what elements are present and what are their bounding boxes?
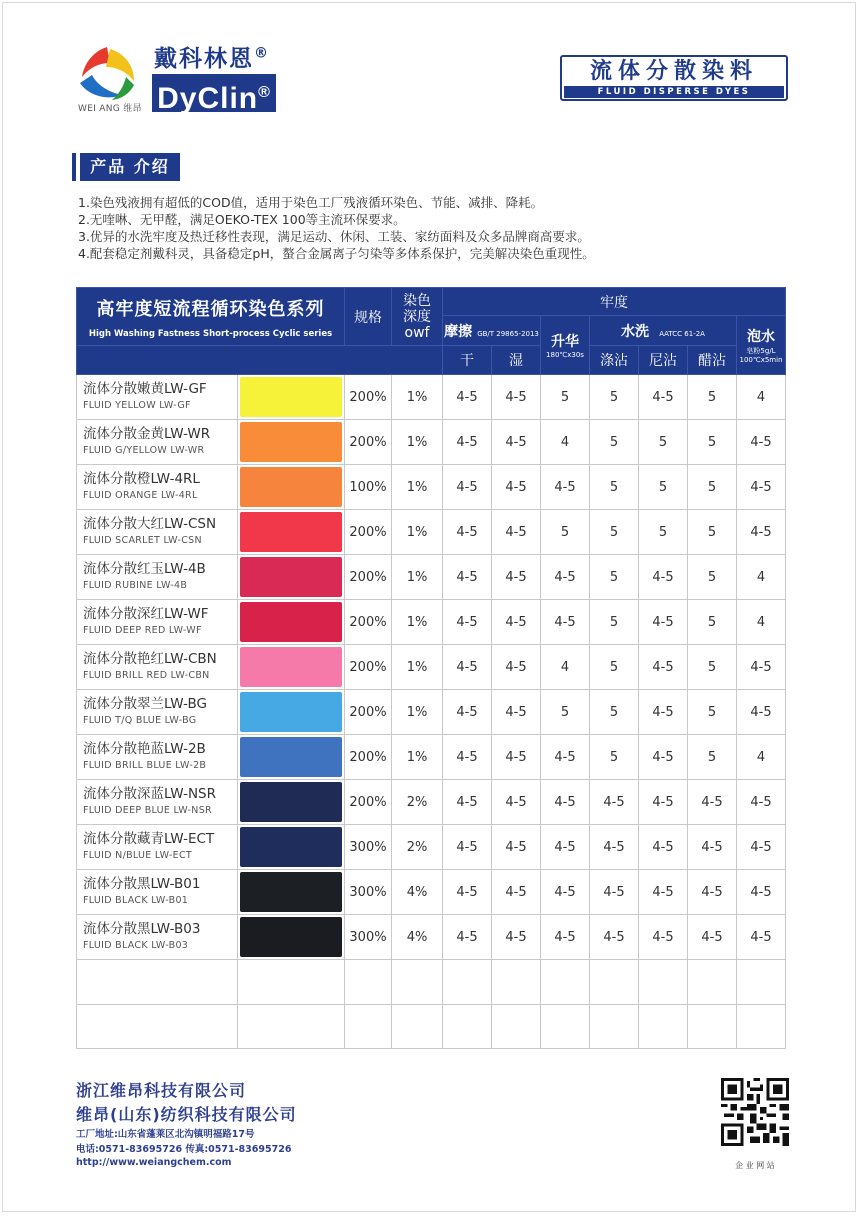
rating-depth: 2%: [392, 825, 443, 870]
rating-dry: 4-5: [443, 420, 492, 465]
rating-nylon: 4-5: [639, 915, 688, 960]
rating-foam: 4: [737, 375, 786, 420]
empty-cell: [688, 960, 737, 1005]
rating-foam: 4-5: [737, 690, 786, 735]
rating-foam: 4-5: [737, 645, 786, 690]
product-name-cell: [77, 510, 238, 555]
rating-wet: 4-5: [492, 600, 541, 645]
rating-dry: 4-5: [443, 870, 492, 915]
product-name-cell: [77, 420, 238, 465]
color-swatch: [240, 602, 342, 642]
table-row: [77, 600, 786, 645]
table-row: [77, 915, 786, 960]
rating-nylon: 4-5: [639, 555, 688, 600]
product-name-en: FLUID BRILL RED LW-CBN: [83, 669, 210, 681]
product-name-en: FLUID DEEP RED LW-WF: [83, 624, 202, 636]
empty-cell: [639, 1004, 688, 1049]
product-name-en: FLUID RUBINE LW-4B: [83, 579, 188, 591]
rating-poly: 4-5: [590, 780, 639, 825]
table-row: [77, 825, 786, 870]
product-name-cell: [77, 825, 238, 870]
color-swatch: [240, 782, 342, 822]
color-swatch: [240, 872, 342, 912]
rating-poly: 5: [590, 645, 639, 690]
foam-header: 泡水 皂粉5g/L 100℃x5min: [737, 316, 786, 375]
empty-cell: [737, 960, 786, 1005]
rating-depth: 1%: [392, 375, 443, 420]
rating-wet: 4-5: [492, 510, 541, 555]
color-swatch-cell: [238, 690, 345, 735]
rating-acetate: 5: [688, 375, 737, 420]
rating-spec: 200%: [345, 690, 392, 735]
product-name-cn: 流体分散艳蓝LW-2B: [83, 740, 206, 757]
empty-cell: [688, 1004, 737, 1049]
rating-nylon: 4-5: [639, 375, 688, 420]
color-swatch: [240, 917, 342, 957]
rating-wet: 4-5: [492, 780, 541, 825]
rating-wet: 4-5: [492, 420, 541, 465]
rating-acetate: 5: [688, 510, 737, 555]
product-name-cn: 流体分散大红LW-CSN: [83, 515, 217, 532]
rating-poly: 5: [590, 375, 639, 420]
rating-acetate: 4-5: [688, 870, 737, 915]
rating-dry: 4-5: [443, 690, 492, 735]
product-name-en: FLUID ORANGE LW-4RL: [83, 489, 198, 501]
rating-depth: 4%: [392, 870, 443, 915]
polyester-stain-header: 涤沾: [590, 346, 639, 375]
rating-poly: 5: [590, 600, 639, 645]
contact-phone-fax: 电话:0571-83695726 传真:0571-83695726: [76, 1144, 292, 1155]
color-swatch-cell: [238, 735, 345, 780]
factory-address: 工厂地址:山东省蓬莱区北沟镇明福路17号: [76, 1129, 255, 1140]
rating-depth: 1%: [392, 600, 443, 645]
color-swatch-cell: [238, 510, 345, 555]
product-name-en: FLUID DEEP BLUE LW-NSR: [83, 804, 212, 816]
empty-cell: [392, 960, 443, 1005]
rating-depth: 1%: [392, 645, 443, 690]
rating-foam: 4: [737, 735, 786, 780]
empty-cell: [541, 960, 590, 1005]
rating-foam: 4-5: [737, 825, 786, 870]
rating-dry: 4-5: [443, 915, 492, 960]
rating-depth: 4%: [392, 915, 443, 960]
series-title-en: High Washing Fastness Short-process Cyclic series: [88, 328, 333, 339]
product-name-cn: 流体分散深红LW-WF: [83, 605, 209, 622]
rating-poly: 4-5: [590, 870, 639, 915]
table-row: [77, 735, 786, 780]
rating-poly: 5: [590, 555, 639, 600]
series-title-cn: 高牢度短流程循环染色系列: [96, 298, 325, 320]
rating-sub: 4-5: [541, 825, 590, 870]
color-swatch: [240, 692, 342, 732]
rating-poly: 4-5: [590, 825, 639, 870]
rating-spec: 200%: [345, 375, 392, 420]
acetate-stain-header: 醋沾: [688, 346, 737, 375]
company-name-2: 维昂(山东)纺织科技有限公司: [76, 1105, 297, 1124]
product-name-en: FLUID BLACK LW-B03: [83, 939, 189, 951]
intro-text: [78, 194, 778, 262]
rating-spec: 200%: [345, 600, 392, 645]
color-swatch: [240, 737, 342, 777]
rating-spec: 300%: [345, 915, 392, 960]
empty-cell: [590, 1004, 639, 1049]
empty-cell: [392, 1004, 443, 1049]
rating-nylon: 4-5: [639, 600, 688, 645]
empty-cell: [238, 960, 345, 1005]
empty-cell: [77, 960, 238, 1005]
rating-spec: 300%: [345, 870, 392, 915]
rating-nylon: 4-5: [639, 645, 688, 690]
empty-cell: [345, 960, 392, 1005]
empty-cell: [443, 1004, 492, 1049]
intro-line: 2.无喹啉、无甲醛，满足OEKO-TEX 100等主流环保要求。: [78, 212, 406, 227]
color-swatch: [240, 467, 342, 507]
rating-poly: 5: [590, 690, 639, 735]
color-swatch: [240, 422, 342, 462]
rating-dry: 4-5: [443, 600, 492, 645]
rating-poly: 5: [590, 735, 639, 780]
rating-sub: 4-5: [541, 870, 590, 915]
depth-header: 染色 深度 owf: [392, 288, 443, 346]
rating-nylon: 5: [639, 510, 688, 555]
rating-wet: 4-5: [492, 915, 541, 960]
rating-sub: 4-5: [541, 600, 590, 645]
rating-nylon: 5: [639, 465, 688, 510]
rating-wet: 4-5: [492, 555, 541, 600]
rating-dry: 4-5: [443, 780, 492, 825]
rating-depth: 1%: [392, 555, 443, 600]
rating-poly: 4-5: [590, 915, 639, 960]
nylon-stain-header: 尼沾: [639, 346, 688, 375]
product-name-cell: [77, 735, 238, 780]
rating-poly: 5: [590, 420, 639, 465]
rating-nylon: 4-5: [639, 825, 688, 870]
color-swatch-cell: [238, 645, 345, 690]
rating-sub: 5: [541, 375, 590, 420]
series-header: [77, 288, 345, 346]
rating-acetate: 5: [688, 600, 737, 645]
empty-cell: [492, 1004, 541, 1049]
rating-sub: 4-5: [541, 780, 590, 825]
table-row: [77, 555, 786, 600]
rating-wet: 4-5: [492, 645, 541, 690]
rating-nylon: 4-5: [639, 870, 688, 915]
color-swatch-cell: [238, 915, 345, 960]
color-swatch-cell: [238, 465, 345, 510]
brand-english-name: DyClin®: [152, 74, 276, 112]
empty-cell: [443, 960, 492, 1005]
rating-depth: 1%: [392, 465, 443, 510]
rating-sub: 4: [541, 420, 590, 465]
rating-foam: 4: [737, 555, 786, 600]
rating-acetate: 5: [688, 735, 737, 780]
rating-acetate: 5: [688, 420, 737, 465]
rating-spec: 200%: [345, 510, 392, 555]
product-name-en: FLUID BRILL BLUE LW-2B: [83, 759, 207, 771]
sublimation-header: 升华 180℃x30s: [541, 316, 590, 375]
rating-acetate: 4-5: [688, 825, 737, 870]
rating-spec: 100%: [345, 465, 392, 510]
company-name-1: 浙江维昂科技有限公司: [76, 1081, 247, 1100]
table-row: [77, 510, 786, 555]
product-name-en: FLUID G/YELLOW LW-WR: [83, 444, 205, 456]
color-swatch-cell: [238, 780, 345, 825]
website-url[interactable]: http://www.weiangchem.com: [76, 1157, 232, 1168]
rating-acetate: 4-5: [688, 915, 737, 960]
empty-cell: [639, 960, 688, 1005]
product-name-cn: 流体分散艳红LW-CBN: [83, 650, 217, 667]
rating-nylon: 4-5: [639, 735, 688, 780]
color-swatch: [240, 647, 342, 687]
rating-acetate: 5: [688, 645, 737, 690]
rating-depth: 1%: [392, 510, 443, 555]
rating-sub: 4-5: [541, 735, 590, 780]
intro-line: 3.优异的水洗牢度及热迁移性表现，满足运动、休闲、工装、家纺面料及众多品牌商高要求。: [78, 229, 590, 244]
empty-cell: [77, 1004, 238, 1049]
rating-poly: 5: [590, 510, 639, 555]
color-swatch: [240, 512, 342, 552]
product-name-cell: [77, 600, 238, 645]
empty-table-row: [77, 960, 786, 1005]
rating-poly: 5: [590, 465, 639, 510]
product-name-cell: [77, 555, 238, 600]
rating-depth: 1%: [392, 735, 443, 780]
product-name-cn: 流体分散翠兰LW-BG: [83, 695, 207, 712]
rating-spec: 300%: [345, 825, 392, 870]
rating-acetate: 5: [688, 465, 737, 510]
product-name-cell: [77, 915, 238, 960]
color-swatch: [240, 827, 342, 867]
rating-wet: 4-5: [492, 690, 541, 735]
rating-foam: 4-5: [737, 915, 786, 960]
rating-depth: 1%: [392, 420, 443, 465]
rating-sub: 5: [541, 690, 590, 735]
rating-sub: 4-5: [541, 555, 590, 600]
rating-dry: 4-5: [443, 375, 492, 420]
product-name-en: FLUID N/BLUE LW-ECT: [83, 849, 192, 861]
wet-header: 湿: [492, 346, 541, 375]
rating-depth: 2%: [392, 780, 443, 825]
product-name-en: FLUID T/Q BLUE LW-BG: [83, 714, 197, 726]
rating-dry: 4-5: [443, 645, 492, 690]
product-name-cell: [77, 465, 238, 510]
product-name-cn: 流体分散红玉LW-4B: [83, 560, 206, 577]
table-row: [77, 645, 786, 690]
intro-line: 1.染色残液拥有超低的COD值，适用于染色工厂残液循环染色、节能、减排、降耗。: [78, 195, 544, 210]
product-name-en: FLUID SCARLET LW-CSN: [83, 534, 202, 546]
product-name-en: FLUID BLACK LW-B01: [83, 894, 189, 906]
rating-sub: 4: [541, 645, 590, 690]
rating-sub: 4-5: [541, 465, 590, 510]
rating-spec: 200%: [345, 555, 392, 600]
weiang-logo-icon: [72, 43, 142, 101]
header-spacer: [77, 346, 443, 375]
qr-code-icon[interactable]: [721, 1078, 789, 1146]
product-name-cell: [77, 375, 238, 420]
rating-spec: 200%: [345, 780, 392, 825]
empty-cell: [345, 1004, 392, 1049]
rub-header: 摩擦 GB/T 29865-2013: [443, 316, 541, 346]
table-row: [77, 420, 786, 465]
qr-code-label: 企 业 网 站: [735, 1161, 775, 1170]
product-name-cn: 流体分散藏青LW-ECT: [83, 830, 215, 847]
rating-wet: 4-5: [492, 870, 541, 915]
rating-foam: 4-5: [737, 780, 786, 825]
rating-nylon: 4-5: [639, 780, 688, 825]
table-row: [77, 465, 786, 510]
empty-cell: [590, 960, 639, 1005]
product-title-en: FLUID DISPERSE DYES: [564, 86, 784, 98]
rating-foam: 4-5: [737, 420, 786, 465]
empty-cell: [492, 960, 541, 1005]
rating-spec: 200%: [345, 735, 392, 780]
intro-section-tag: 产品 介绍: [76, 153, 180, 181]
color-swatch: [240, 377, 342, 417]
product-title-cn: 流体分散染料: [589, 59, 758, 84]
brand-chinese-name: 戴科林恩®: [154, 45, 270, 72]
product-fastness-table: [76, 287, 786, 1049]
product-name-cn: 流体分散黑LW-B03: [83, 920, 201, 937]
rating-foam: 4-5: [737, 465, 786, 510]
color-swatch-cell: [238, 870, 345, 915]
rating-foam: 4: [737, 600, 786, 645]
rating-wet: 4-5: [492, 735, 541, 780]
table-row: [77, 780, 786, 825]
color-swatch: [240, 557, 342, 597]
rating-dry: 4-5: [443, 510, 492, 555]
product-name-en: FLUID YELLOW LW-GF: [83, 399, 191, 411]
rating-acetate: 5: [688, 555, 737, 600]
dry-header: 干: [443, 346, 492, 375]
rating-spec: 200%: [345, 420, 392, 465]
empty-table-row: [77, 1004, 786, 1049]
product-name-cn: 流体分散嫩黄LW-GF: [83, 380, 207, 397]
intro-line: 4.配套稳定剂戴科灵，具备稳定pH，螯合金属离子匀染等多体系保护，完美解决染色重现性。: [78, 246, 595, 261]
product-name-cell: [77, 690, 238, 735]
product-name-cell: [77, 645, 238, 690]
rating-depth: 1%: [392, 690, 443, 735]
color-swatch-cell: [238, 600, 345, 645]
rating-nylon: 5: [639, 420, 688, 465]
rating-wet: 4-5: [492, 825, 541, 870]
wash-header: 水洗 AATCC 61-2A: [590, 316, 737, 346]
color-swatch-cell: [238, 375, 345, 420]
rating-dry: 4-5: [443, 465, 492, 510]
product-name-cell: [77, 870, 238, 915]
product-name-cn: 流体分散黑LW-B01: [83, 875, 201, 892]
rating-sub: 4-5: [541, 915, 590, 960]
empty-cell: [737, 1004, 786, 1049]
rating-dry: 4-5: [443, 555, 492, 600]
empty-cell: [238, 1004, 345, 1049]
rating-wet: 4-5: [492, 375, 541, 420]
rating-sub: 5: [541, 510, 590, 555]
rating-acetate: 5: [688, 690, 737, 735]
product-name-cn: 流体分散深蓝LW-NSR: [83, 785, 217, 802]
color-swatch-cell: [238, 420, 345, 465]
logo-subtitle: WEI ANG 维昂: [78, 104, 142, 114]
rating-dry: 4-5: [443, 825, 492, 870]
product-name-cn: 流体分散金黄LW-WR: [83, 425, 211, 442]
rating-nylon: 4-5: [639, 690, 688, 735]
empty-cell: [541, 1004, 590, 1049]
table-row: [77, 690, 786, 735]
color-swatch-cell: [238, 825, 345, 870]
fastness-header: 牢度: [443, 288, 786, 316]
spec-header: 规格: [345, 288, 392, 346]
rating-wet: 4-5: [492, 465, 541, 510]
product-name-cell: [77, 780, 238, 825]
table-row: [77, 375, 786, 420]
color-swatch-cell: [238, 555, 345, 600]
table-row: [77, 870, 786, 915]
rating-foam: 4-5: [737, 510, 786, 555]
product-name-cn: 流体分散橙LW-4RL: [83, 470, 200, 487]
rating-spec: 200%: [345, 645, 392, 690]
rating-acetate: 4-5: [688, 780, 737, 825]
rating-foam: 4-5: [737, 870, 786, 915]
rating-dry: 4-5: [443, 735, 492, 780]
